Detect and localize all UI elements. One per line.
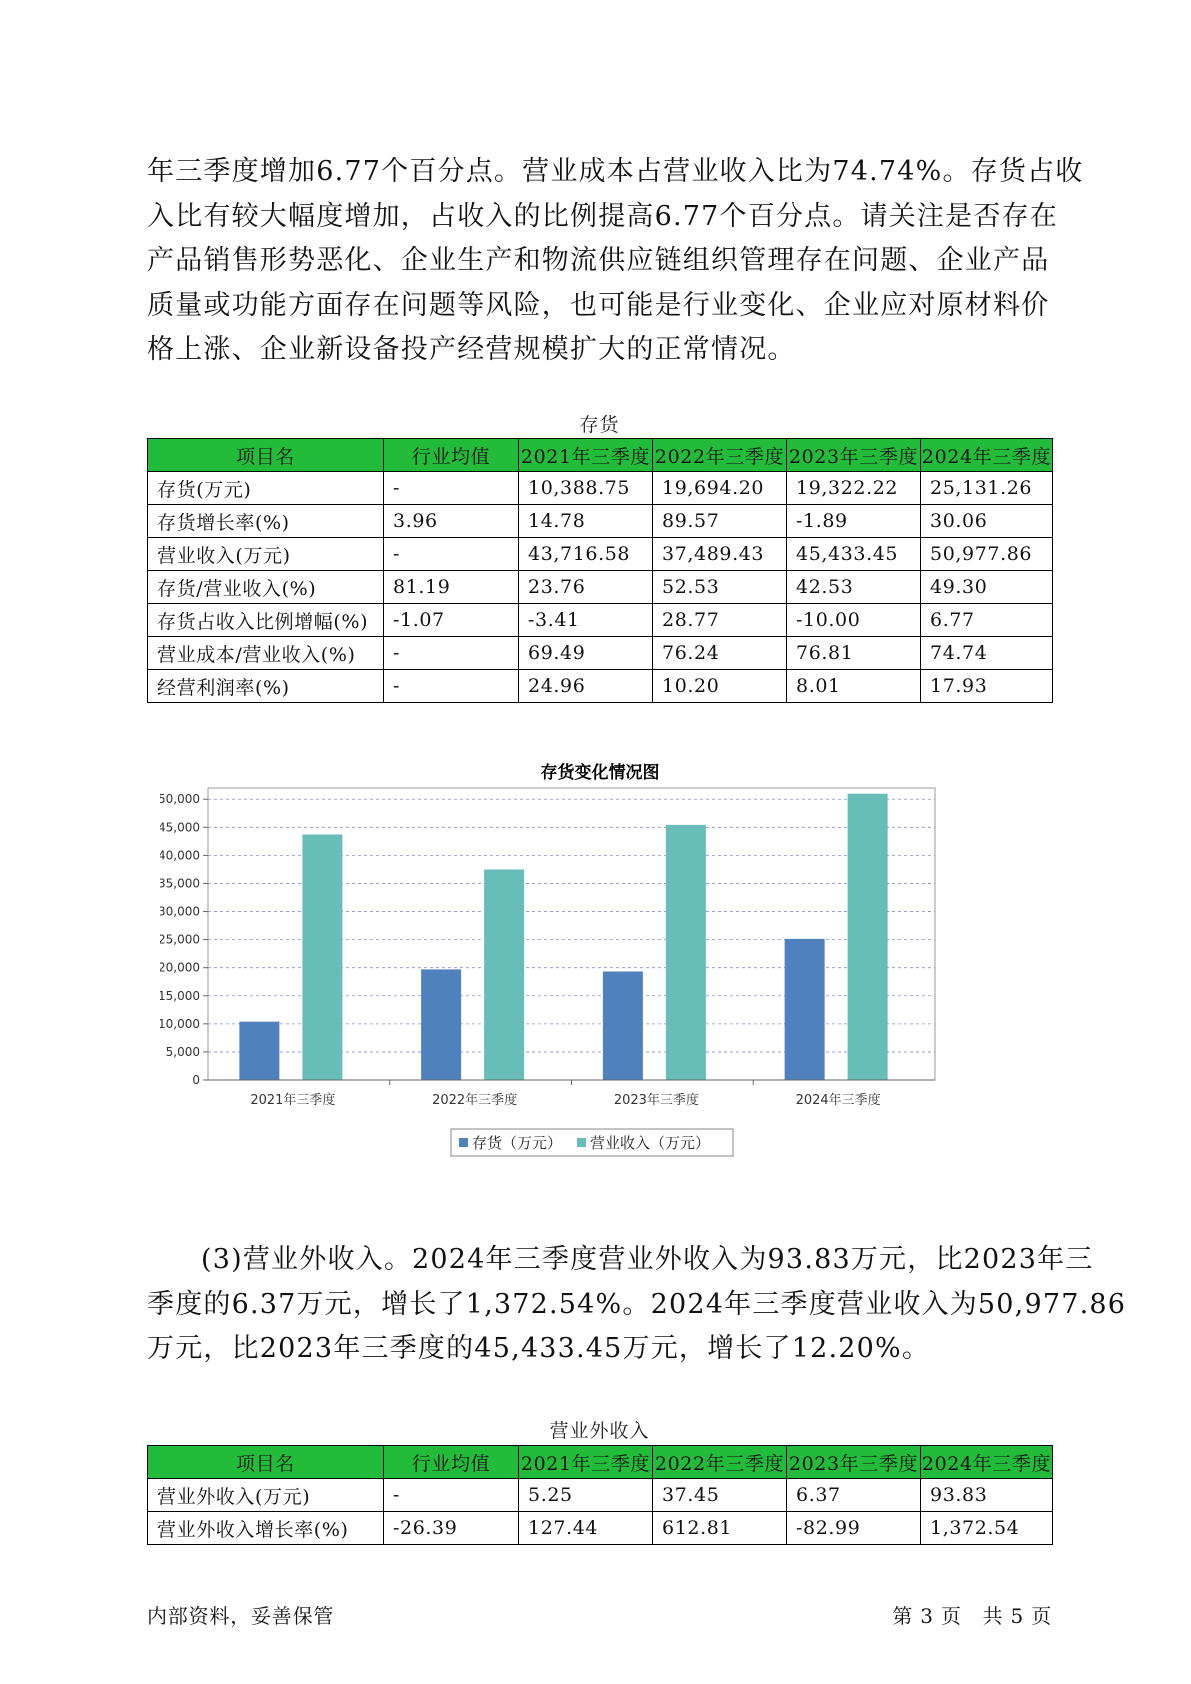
bar-revenue <box>666 825 706 1080</box>
column-header: 2024年三季度 <box>921 1446 1053 1479</box>
bar-inventory <box>785 939 825 1080</box>
y-tick-label: 40,000 <box>160 848 200 863</box>
paragraph-line: 万元，比2023年三季度的45,433.45万元，增长了12.20%。 <box>147 1333 931 1364</box>
column-header: 2022年三季度 <box>653 1446 787 1479</box>
table-cell: 76.24 <box>653 637 787 670</box>
row-label-cell: 营业收入(万元) <box>148 538 384 571</box>
chart-y-axis <box>160 792 208 1087</box>
table-cell: 42.53 <box>787 571 921 604</box>
column-header: 2022年三季度 <box>653 439 787 472</box>
table-row <box>148 1512 1053 1545</box>
table-cell: 74.74 <box>921 637 1053 670</box>
row-label-cell: 存货增长率(%) <box>148 505 384 538</box>
legend-swatch <box>459 1138 468 1147</box>
table-cell: - <box>384 1479 519 1512</box>
table-cell: 24.96 <box>519 670 653 703</box>
chart-svg <box>160 752 1040 1212</box>
table-cell: -10.00 <box>787 604 921 637</box>
y-tick-label: 30,000 <box>160 904 200 919</box>
paragraph-line: 年三季度增加6.77个百分点。营业成本占营业收入比为74.74%。存货占收 <box>147 156 1084 187</box>
table-cell: 14.78 <box>519 505 653 538</box>
y-tick-label: 10,000 <box>160 1016 200 1031</box>
row-label-cell: 营业成本/营业收入(%) <box>148 637 384 670</box>
table-cell: 52.53 <box>653 571 787 604</box>
x-tick-label: 2021年三季度 <box>250 1093 336 1108</box>
bar-inventory <box>603 971 643 1080</box>
column-header: 2021年三季度 <box>519 439 653 472</box>
table-cell: - <box>384 538 519 571</box>
row-label-cell: 存货/营业收入(%) <box>148 571 384 604</box>
table-cell: -26.39 <box>384 1512 519 1545</box>
table-cell: 19,322.22 <box>787 472 921 505</box>
column-header: 2023年三季度 <box>787 439 921 472</box>
table-row <box>148 505 1053 538</box>
column-header: 行业均值 <box>384 439 519 472</box>
table-row <box>148 637 1053 670</box>
table-cell: 37.45 <box>653 1479 787 1512</box>
paragraph-line: (3)营业外收入。2024年三季度营业外收入为93.83万元，比2023年三 <box>201 1244 1094 1275</box>
x-tick-label: 2022年三季度 <box>432 1093 518 1108</box>
bar-revenue <box>848 794 888 1080</box>
table-row <box>148 604 1053 637</box>
table-cell: 25,131.26 <box>921 472 1053 505</box>
column-header: 项目名 <box>148 439 384 472</box>
paragraph-inventory-analysis <box>147 150 1084 373</box>
paragraph-line: 入比有较大幅度增加，占收入的比例提高6.77个百分点。请关注是否存在 <box>147 200 1058 232</box>
inventory-chart <box>160 752 1040 1212</box>
paragraph-line: 季度的6.37万元，增长了1,372.54%。2024年三季度营业收入为50,977.86 <box>147 1288 1127 1320</box>
x-tick-label: 2024年三季度 <box>795 1093 881 1108</box>
paragraph-line: 格上涨、企业新设备投产经营规模扩大的正常情况。 <box>147 334 796 365</box>
y-tick-label: 5,000 <box>165 1044 200 1059</box>
table-cell: 50,977.86 <box>921 538 1053 571</box>
table-row <box>148 571 1053 604</box>
table-cell: -82.99 <box>787 1512 921 1545</box>
table-cell: 30.06 <box>921 505 1053 538</box>
table-cell: - <box>384 637 519 670</box>
table-cell: 17.93 <box>921 670 1053 703</box>
y-tick-label: 0 <box>192 1073 200 1087</box>
table-cell: 89.57 <box>653 505 787 538</box>
inventory-table <box>147 438 1053 703</box>
column-header: 2021年三季度 <box>519 1446 653 1479</box>
column-header: 项目名 <box>148 1446 384 1479</box>
table-header-row <box>148 439 1053 472</box>
legend-label: 营业收入（万元） <box>590 1134 711 1152</box>
table-cell: 3.96 <box>384 505 519 538</box>
footer-page-number: 第 3 页 共 5 页 <box>892 1604 1052 1628</box>
row-label-cell: 存货(万元) <box>148 472 384 505</box>
chart-title: 存货变化情况图 <box>540 763 660 783</box>
paragraph-line: 产品销售形势恶化、企业生产和物流供应链组织管理存在问题、企业产品 <box>147 245 1050 276</box>
column-header: 行业均值 <box>384 1446 519 1479</box>
y-tick-label: 20,000 <box>160 960 200 975</box>
legend-swatch <box>577 1138 586 1147</box>
bar-inventory <box>239 1022 279 1080</box>
table-cell: 6.77 <box>921 604 1053 637</box>
footer-left-note: 内部资料，妥善保管 <box>147 1604 335 1628</box>
table-cell: 612.81 <box>653 1512 787 1545</box>
y-tick-label: 25,000 <box>160 932 200 947</box>
table-cell: -1.07 <box>384 604 519 637</box>
table-cell: 10.20 <box>653 670 787 703</box>
chart-x-axis <box>208 1080 935 1108</box>
table-cell: 81.19 <box>384 571 519 604</box>
row-label-cell: 存货占收入比例增幅(%) <box>148 604 384 637</box>
table-header-row <box>148 1446 1053 1479</box>
table-cell: 37,489.43 <box>653 538 787 571</box>
bar-inventory <box>421 969 461 1080</box>
y-tick-label: 15,000 <box>160 988 200 1003</box>
table-cell: 69.49 <box>519 637 653 670</box>
table-cell: 43,716.58 <box>519 538 653 571</box>
table-cell: 49.30 <box>921 571 1053 604</box>
table-cell: - <box>384 670 519 703</box>
table-cell: -1.89 <box>787 505 921 538</box>
bar-revenue <box>484 869 524 1080</box>
table-row <box>148 538 1053 571</box>
inventory-table-caption: 存货 <box>579 414 620 436</box>
y-tick-label: 45,000 <box>160 820 200 835</box>
table-cell: 45,433.45 <box>787 538 921 571</box>
table-row <box>148 670 1053 703</box>
paragraph-line: 质量或功能方面存在问题等风险，也可能是行业变化、企业应对原材料价 <box>147 289 1050 321</box>
y-tick-label: 35,000 <box>160 876 200 891</box>
y-tick-label: 50,000 <box>160 792 200 807</box>
nonop-income-table <box>147 1445 1053 1545</box>
table-cell: 127.44 <box>519 1512 653 1545</box>
paragraph-nonoperating-income <box>147 1238 1127 1372</box>
nonop-table-caption: 营业外收入 <box>549 1420 650 1442</box>
table-cell: 19,694.20 <box>653 472 787 505</box>
table-row <box>148 1479 1053 1512</box>
table-cell: 28.77 <box>653 604 787 637</box>
row-label-cell: 营业外收入增长率(%) <box>148 1512 384 1545</box>
bar-revenue <box>302 835 342 1080</box>
legend-label: 存货（万元） <box>472 1134 563 1152</box>
column-header: 2023年三季度 <box>787 1446 921 1479</box>
table-cell: 23.76 <box>519 571 653 604</box>
table-cell: 1,372.54 <box>921 1512 1053 1545</box>
x-tick-label: 2023年三季度 <box>613 1093 699 1108</box>
row-label-cell: 营业外收入(万元) <box>148 1479 384 1512</box>
table-cell: 5.25 <box>519 1479 653 1512</box>
table-cell: - <box>384 472 519 505</box>
column-header: 2024年三季度 <box>921 439 1053 472</box>
chart-legend <box>451 1129 733 1156</box>
table-cell: 93.83 <box>921 1479 1053 1512</box>
table-cell: 8.01 <box>787 670 921 703</box>
table-cell: 6.37 <box>787 1479 921 1512</box>
table-cell: 76.81 <box>787 637 921 670</box>
table-cell: -3.41 <box>519 604 653 637</box>
table-cell: 10,388.75 <box>519 472 653 505</box>
table-row <box>148 472 1053 505</box>
row-label-cell: 经营利润率(%) <box>148 670 384 703</box>
